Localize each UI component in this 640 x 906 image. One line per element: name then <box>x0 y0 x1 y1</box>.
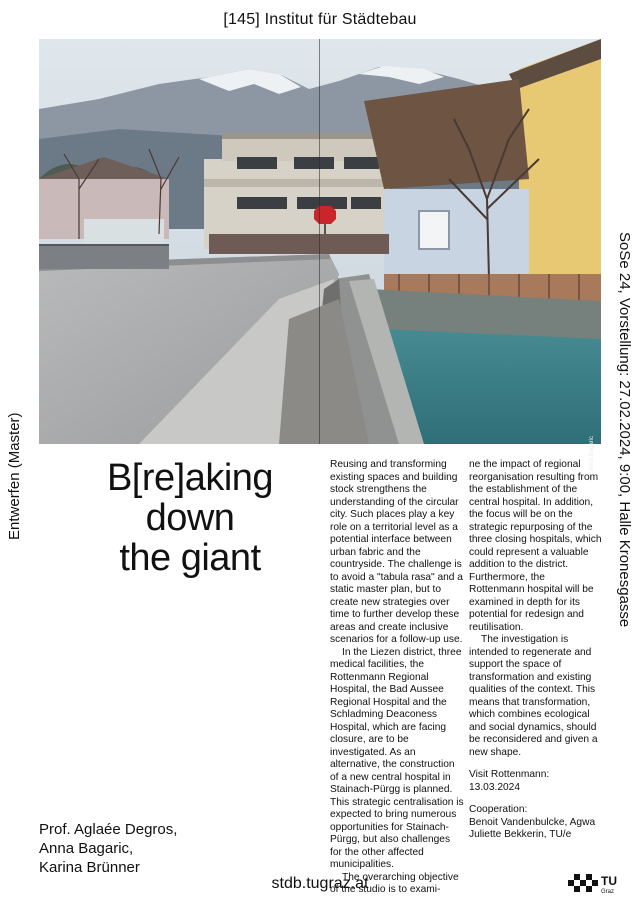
course-type: Entwerfen (Master) <box>6 412 23 540</box>
body-paragraph: ne the impact of regional reorganisation resulting from the establishment of the central hospital. In addition, the focus will be on the strategic repurposing of the three closing hospitals, which could represent a valuable addition to the district. Furthermore, the Rottenmann hospital will be examined in depth for its potential for redesign and reutilisation. <box>469 459 602 633</box>
website-link[interactable]: stdb.tugraz.at <box>271 875 369 892</box>
body-column-1 <box>330 459 464 897</box>
logo-text: TU <box>601 874 617 888</box>
author-name: Prof. Aglaée Degros, <box>39 821 178 838</box>
author-name: Karina Brünner <box>39 859 140 876</box>
body-column-2 <box>469 459 603 842</box>
project-title <box>60 458 320 578</box>
fold-line <box>319 39 320 444</box>
body-paragraph: Reusing and transforming existing spaces and building stock strengthens the understanding of the circular city. Such places play a key role on a territorial level as a potential interface between urban fabric and the countryside. The challenge is to avoid a "tabula rasa" and a static master plan, but to create new strategies over time to further develop these areas and create inclusive scenarios for a follow-up use. <box>330 459 463 645</box>
visit-label: Visit Rottenmann: <box>469 769 550 780</box>
logo-subtext: Graz <box>601 889 615 895</box>
title-line: down <box>145 497 235 539</box>
visit-date: 13.03.2024 <box>469 781 520 793</box>
body-paragraph: The investigation is intended to regenerate and support the space of transformation and existing qualities of the context. This means that transformation, which combines ecological and social dynamics, should be reconsidered and given a new shape. <box>469 634 598 758</box>
cooperation-label: Cooperation: <box>469 804 528 815</box>
body-paragraph: The overarching objective of the studio is to exami- <box>330 871 459 895</box>
institute-header: [145] Institut für Städtebau <box>223 11 417 28</box>
authors <box>39 820 177 877</box>
semester-info: SoSe 24, Vorstellung: 27.02.2024, 9:00, Halle Kronesgasse <box>616 232 633 628</box>
cooperation-text: Benoit Vandenbulcke, Agwa Juliette Bekkerin, TU/e <box>469 816 596 840</box>
photo-credit: © Lanna Bagaric <box>589 436 595 481</box>
tu-logo-icon <box>568 872 624 894</box>
author-name: Anna Bagaric, <box>39 840 134 857</box>
tu-graz-logo <box>568 872 624 894</box>
street-scene-illustration <box>39 39 601 444</box>
body-paragraph: In the Liezen district, three medical facilities, the Rottenmann Regional Hospital, the Bad Aussee Regional Hospital and the Schladming Deaconess Hospital, which are facing closure, are to be investigated. As an alternative, the construction of a new central hospital in Stainach-Pürgg is planned. This strategic centralisation is expected to bring numerous opportunities for Stainach-Pürgg, but also challenges for the other affected municipalities. <box>330 646 464 870</box>
title-line: the giant <box>119 537 261 579</box>
title-line: B[re]aking <box>106 457 274 499</box>
